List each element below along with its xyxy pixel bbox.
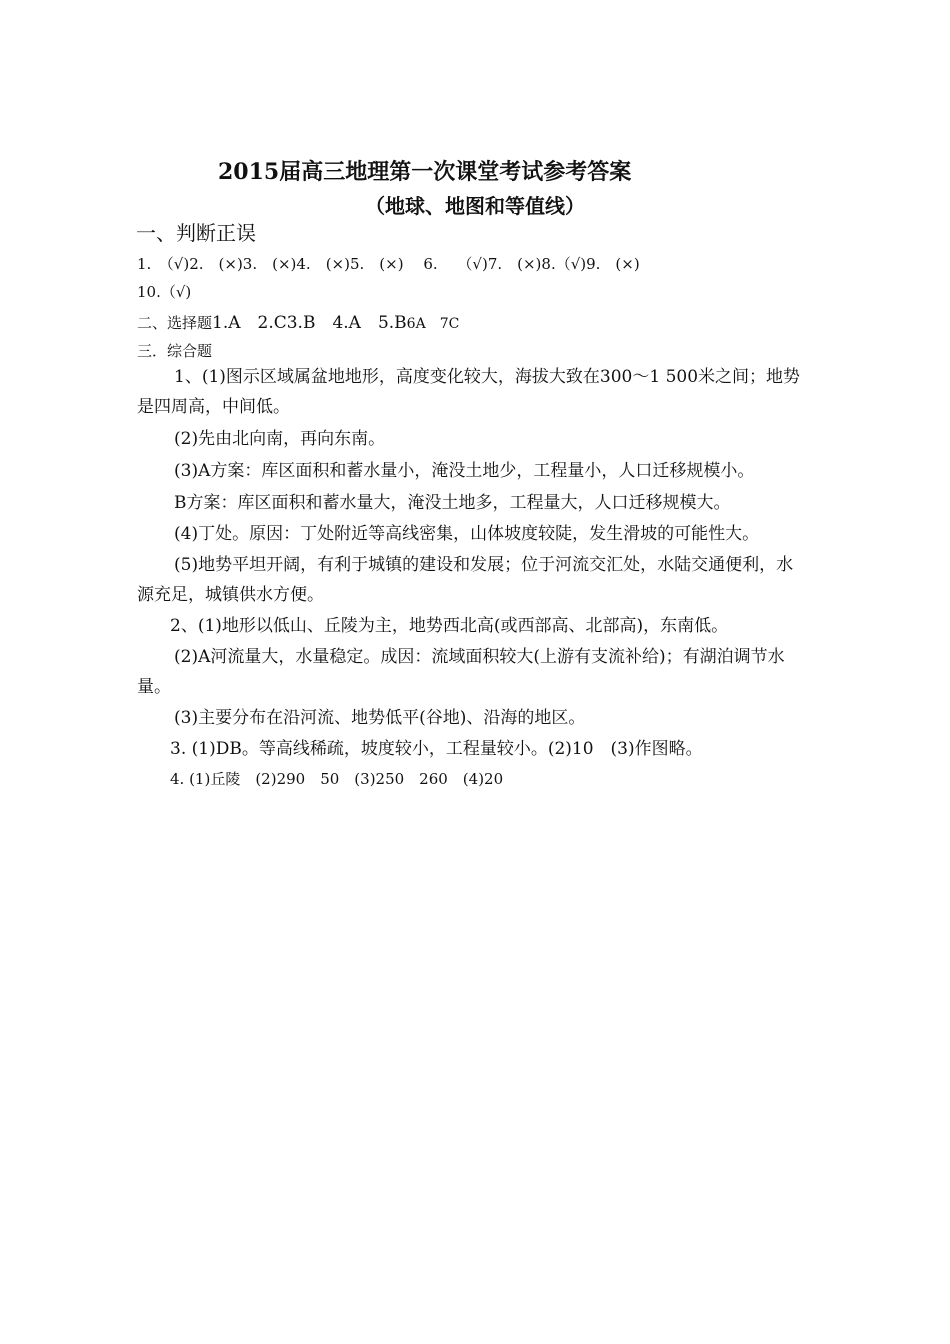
answer-line: (3)主要分布在沿河流、地势低平(谷地)、沿海的地区。 [174,708,586,728]
answer-line: 2、(1)地形以低山、丘陵为主，地势西北高(或西部高、北部高)，东南低。 [170,616,729,636]
answer-line: 量。 [137,677,171,697]
section-choice-heading: 二、选择题 [137,314,213,332]
answer-line: 是四周高，中间低。 [137,397,290,417]
section-comprehensive-heading: 三．综合题 [137,342,213,360]
judge-answers-line-1: 1. （√)2. (×)3. (×)4. (×)5. (×) 6. （√)7. (×)8.（√)9. (×) [137,255,640,273]
answer-line: (2)A河流量大，水量稳定。成因：流域面积较大(上游有支流补给)；有湖泊调节水 [174,647,785,667]
section-choice [137,313,459,333]
choice-answers: 1.A 2.C3.B 4.A 5.B [212,313,407,333]
answer-line: (4)丁处。原因：丁处附近等高线密集，山体坡度较陡，发生滑坡的可能性大。 [174,524,760,544]
answer-line: (5)地势平坦开阔，有利于城镇的建设和发展；位于河流交汇处，水陆交通便利，水 [174,555,794,575]
answer-line: 3. (1)DB。等高线稀疏，坡度较小，工程量较小。(2)10 (3)作图略。 [170,739,703,759]
answer-line: B方案：库区面积和蓄水量大，淹没土地多，工程量大，人口迁移规模大。 [174,493,731,513]
answer-line: (3)A方案：库区面积和蓄水量小，淹没土地少，工程量小，人口迁移规模小。 [174,461,755,481]
choice-answers-small: 6A 7C [406,316,460,332]
answer-line: 源充足，城镇供水方便。 [137,585,324,605]
answer-line: 1、(1)图示区域属盆地地形，高度变化较大，海拔大致在300～1 500米之间；地势 [174,367,801,387]
document-title: 2015届高三地理第一次课堂考试参考答案 [218,159,632,185]
section-judge-heading: 一、判断正误 [136,221,256,245]
document-subtitle: （地球、地图和等值线） [365,194,585,218]
judge-answers-line-2: 10.（√) [137,283,192,301]
answer-line: (2)先由北向南，再向东南。 [174,429,386,449]
answer-line: 4. (1)丘陵 (2)290 50 (3)250 260 (4)20 [170,770,504,788]
